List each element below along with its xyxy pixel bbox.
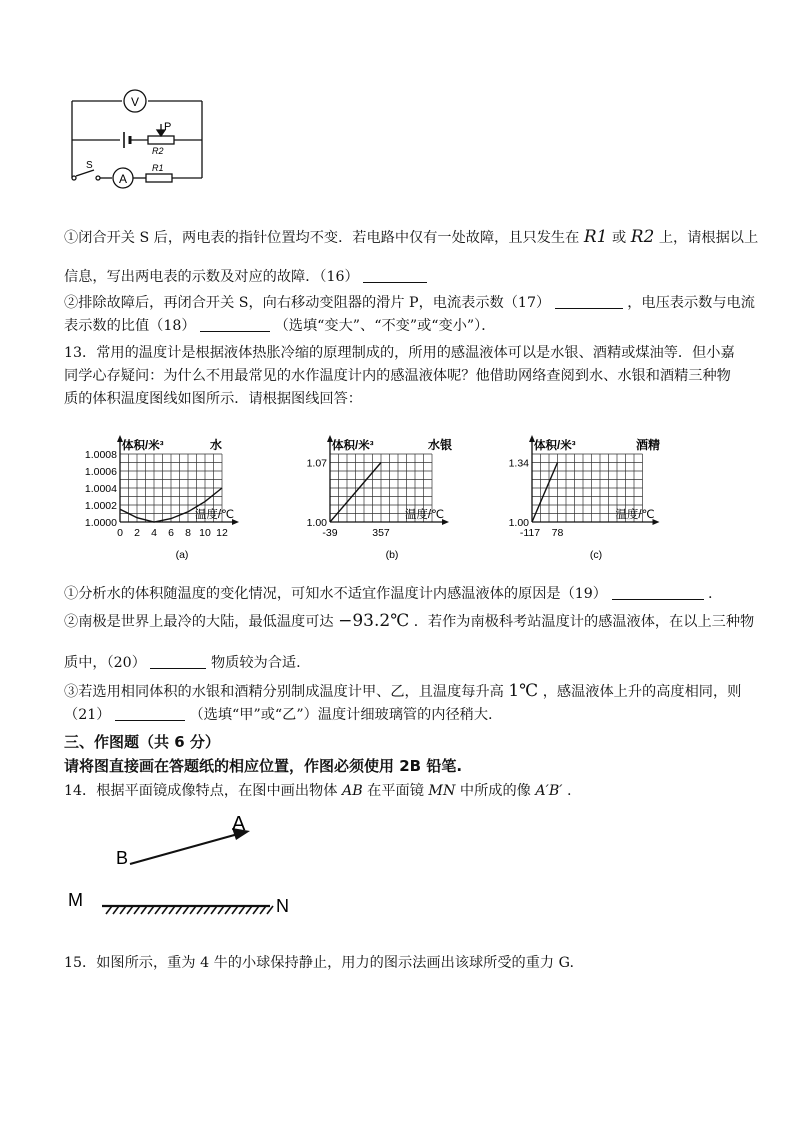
mirror-hatch-mark — [141, 906, 147, 914]
mirror-hatch-mark — [113, 906, 119, 914]
q12-part1-line2: 信息，写出两电表的示数及对应的故障．（16） — [64, 268, 427, 286]
q12-part1-line1: ①闭合开关 S 后，两电表的指针位置均不变．若电路中仅有一处故障，且只发生在 R1 或 R2 上，请根据以上 — [64, 227, 759, 247]
answer-blank-20[interactable] — [150, 654, 206, 669]
mirror-hatch-mark — [169, 906, 175, 914]
antarctic-temp: −93.2℃ — [338, 611, 410, 631]
mirror-hatch-mark — [120, 906, 126, 914]
y-axis-label: 体积/米³ — [332, 440, 374, 452]
image-symbol: A′B′ — [535, 783, 563, 799]
y-tick-label: 1.00 — [306, 517, 327, 529]
section3-note: 请将图直接画在答题纸的相应位置，作图必须使用 2B 铅笔. — [64, 757, 463, 775]
mirror-hatch-mark — [260, 906, 266, 914]
y-tick-label: 1.34 — [508, 457, 529, 470]
mirror-hatch-mark — [162, 906, 168, 914]
r1-symbol: R1 — [583, 227, 608, 247]
mirror-hatch-mark — [134, 906, 140, 914]
y-tick-label: 1.0002 — [84, 500, 117, 512]
x-tick-label: 4 — [151, 527, 157, 539]
q13-part3-line2: （21） （选填“甲”或“乙”）温度计细玻璃管的内径稍大. — [64, 707, 493, 723]
x-tick-label: 0 — [117, 527, 123, 539]
mirror-hatch-mark — [267, 906, 273, 914]
object-ab — [130, 834, 238, 864]
answer-blank-18[interactable] — [200, 317, 270, 332]
x-axis-label: 温度/℃ — [615, 509, 655, 521]
r2-label: R2 — [152, 146, 164, 156]
y-tick-label: 1.0008 — [84, 449, 117, 461]
mirror-hatch-mark — [106, 906, 112, 914]
panel-label: (c) — [589, 549, 603, 561]
r2-symbol: R2 — [630, 227, 655, 247]
mirror-hatch-mark — [253, 906, 259, 914]
x-tick-label: 357 — [372, 527, 390, 539]
mirror-hatch-mark — [197, 906, 203, 914]
chart-mercury — [292, 418, 482, 572]
q13-intro-line2: 同学心存疑问：为什么不用最常见的水作温度计内的感温液体呢？他借助网络查阅到水、水银和酒精三种物 — [64, 368, 731, 384]
q13-part1: ①分析水的体积随温度的变化情况，可知水不适宜作温度计内感温液体的原因是（19） . — [64, 586, 713, 602]
slider-label: P — [164, 121, 172, 133]
answer-blank-17[interactable] — [555, 294, 623, 309]
label-m: M — [68, 890, 83, 910]
circuit-diagram — [60, 88, 210, 192]
q13-part3-line1: ③若选用相同体积的水银和酒精分别制成温度计甲、乙，且温度每升高 1℃ ，感温液体上升的高度相同，则 — [64, 681, 742, 701]
section3-title: 三、作图题（共 6 分） — [64, 733, 220, 751]
one-degree: 1℃ — [508, 681, 539, 701]
q12-part2-line1: ②排除故障后，再闭合开关 S，向右移动变阻器的滑片 P，电流表示数（17） ，电压表示数与电流 — [64, 295, 755, 311]
mn-symbol: MN — [428, 783, 456, 799]
y-tick-label: 1.0004 — [84, 483, 117, 495]
label-n: N — [276, 896, 289, 916]
x-tick-label: 6 — [168, 527, 174, 539]
mirror-diagram — [60, 808, 310, 920]
chart-alcohol — [496, 418, 696, 572]
mirror-hatch-mark — [246, 906, 252, 914]
label-b: B — [116, 848, 129, 868]
switch-label: S — [86, 160, 93, 171]
q13-intro-line3: 质的体积温度图线如图所示．请根据图线回答： — [64, 391, 362, 407]
x-axis-label: 温度/℃ — [194, 509, 234, 521]
x-tick-label: 2 — [134, 527, 140, 539]
x-tick-label: -39 — [322, 527, 338, 539]
ab-symbol: AB — [341, 783, 363, 799]
x-tick-label: 10 — [199, 527, 211, 539]
y-tick-label: 1.0006 — [84, 466, 117, 478]
label-a: A — [232, 813, 246, 835]
mirror-hatch-mark — [232, 906, 238, 914]
voltmeter-label: V — [130, 95, 140, 109]
chart-title: 酒精 — [636, 438, 661, 452]
y-tick-label: 1.07 — [306, 457, 327, 470]
x-tick-label: 12 — [216, 527, 228, 539]
mirror-hatch-mark — [225, 906, 231, 914]
q13-intro-line1: 13．常用的温度计是根据液体热胀冷缩的原理制成的，所用的感温液体可以是水银、酒精或煤油等．但小嘉 — [64, 345, 735, 361]
answer-blank-19[interactable] — [612, 585, 704, 600]
mirror-hatch-mark — [204, 906, 210, 914]
x-tick-label: -117 — [519, 527, 541, 539]
chart-title: 水 — [210, 438, 223, 452]
q12-part2-line2: 表示数的比值（18） （选填“变大”、“不变”或“变小”）． — [64, 318, 496, 334]
q15-text: 15．如图所示，重为 4 牛的小球保持静止，用力的图示法画出该球所受的重力 G. — [64, 955, 574, 971]
mirror-hatch-mark — [239, 906, 245, 914]
ammeter-label: A — [118, 172, 128, 186]
mirror-hatch-mark — [183, 906, 189, 914]
x-tick-label: 8 — [185, 527, 191, 539]
chart-title: 水银 — [428, 438, 453, 452]
answer-blank-16[interactable] — [363, 268, 427, 283]
x-tick-label: 78 — [551, 527, 564, 539]
y-tick-label: 1.00 — [508, 517, 529, 529]
mirror-hatch-mark — [211, 906, 217, 914]
chart-water — [70, 418, 280, 572]
mirror-hatch-mark — [127, 906, 133, 914]
q14-text: 14．根据平面镜成像特点，在图中画出物体 AB 在平面镜 MN 中所成的像 A′B′ . — [64, 783, 572, 799]
mirror-hatch-mark — [148, 906, 154, 914]
answer-blank-21[interactable] — [115, 706, 185, 721]
data-line — [532, 463, 558, 523]
q13-part2-line2: 质中，（20） 物质较为合适. — [64, 655, 301, 671]
q13-part2-line1: ②南极是世界上最冷的大陆，最低温度可达 −93.2℃ ．若作为南极科考站温度计的感温液体，在以上三种物 — [64, 611, 755, 631]
mirror-hatch-mark — [190, 906, 196, 914]
panel-label: (b) — [385, 549, 399, 561]
r1-label: R1 — [152, 163, 164, 173]
y-axis-label: 体积/米³ — [122, 440, 164, 452]
x-axis-label: 温度/℃ — [404, 509, 444, 521]
mirror-hatch-mark — [218, 906, 224, 914]
mirror-hatch-mark — [155, 906, 161, 914]
panel-label: (a) — [175, 549, 189, 561]
mirror-hatch-mark — [176, 906, 182, 914]
y-axis-label: 体积/米³ — [534, 440, 576, 452]
y-tick-label: 1.0000 — [84, 517, 117, 529]
